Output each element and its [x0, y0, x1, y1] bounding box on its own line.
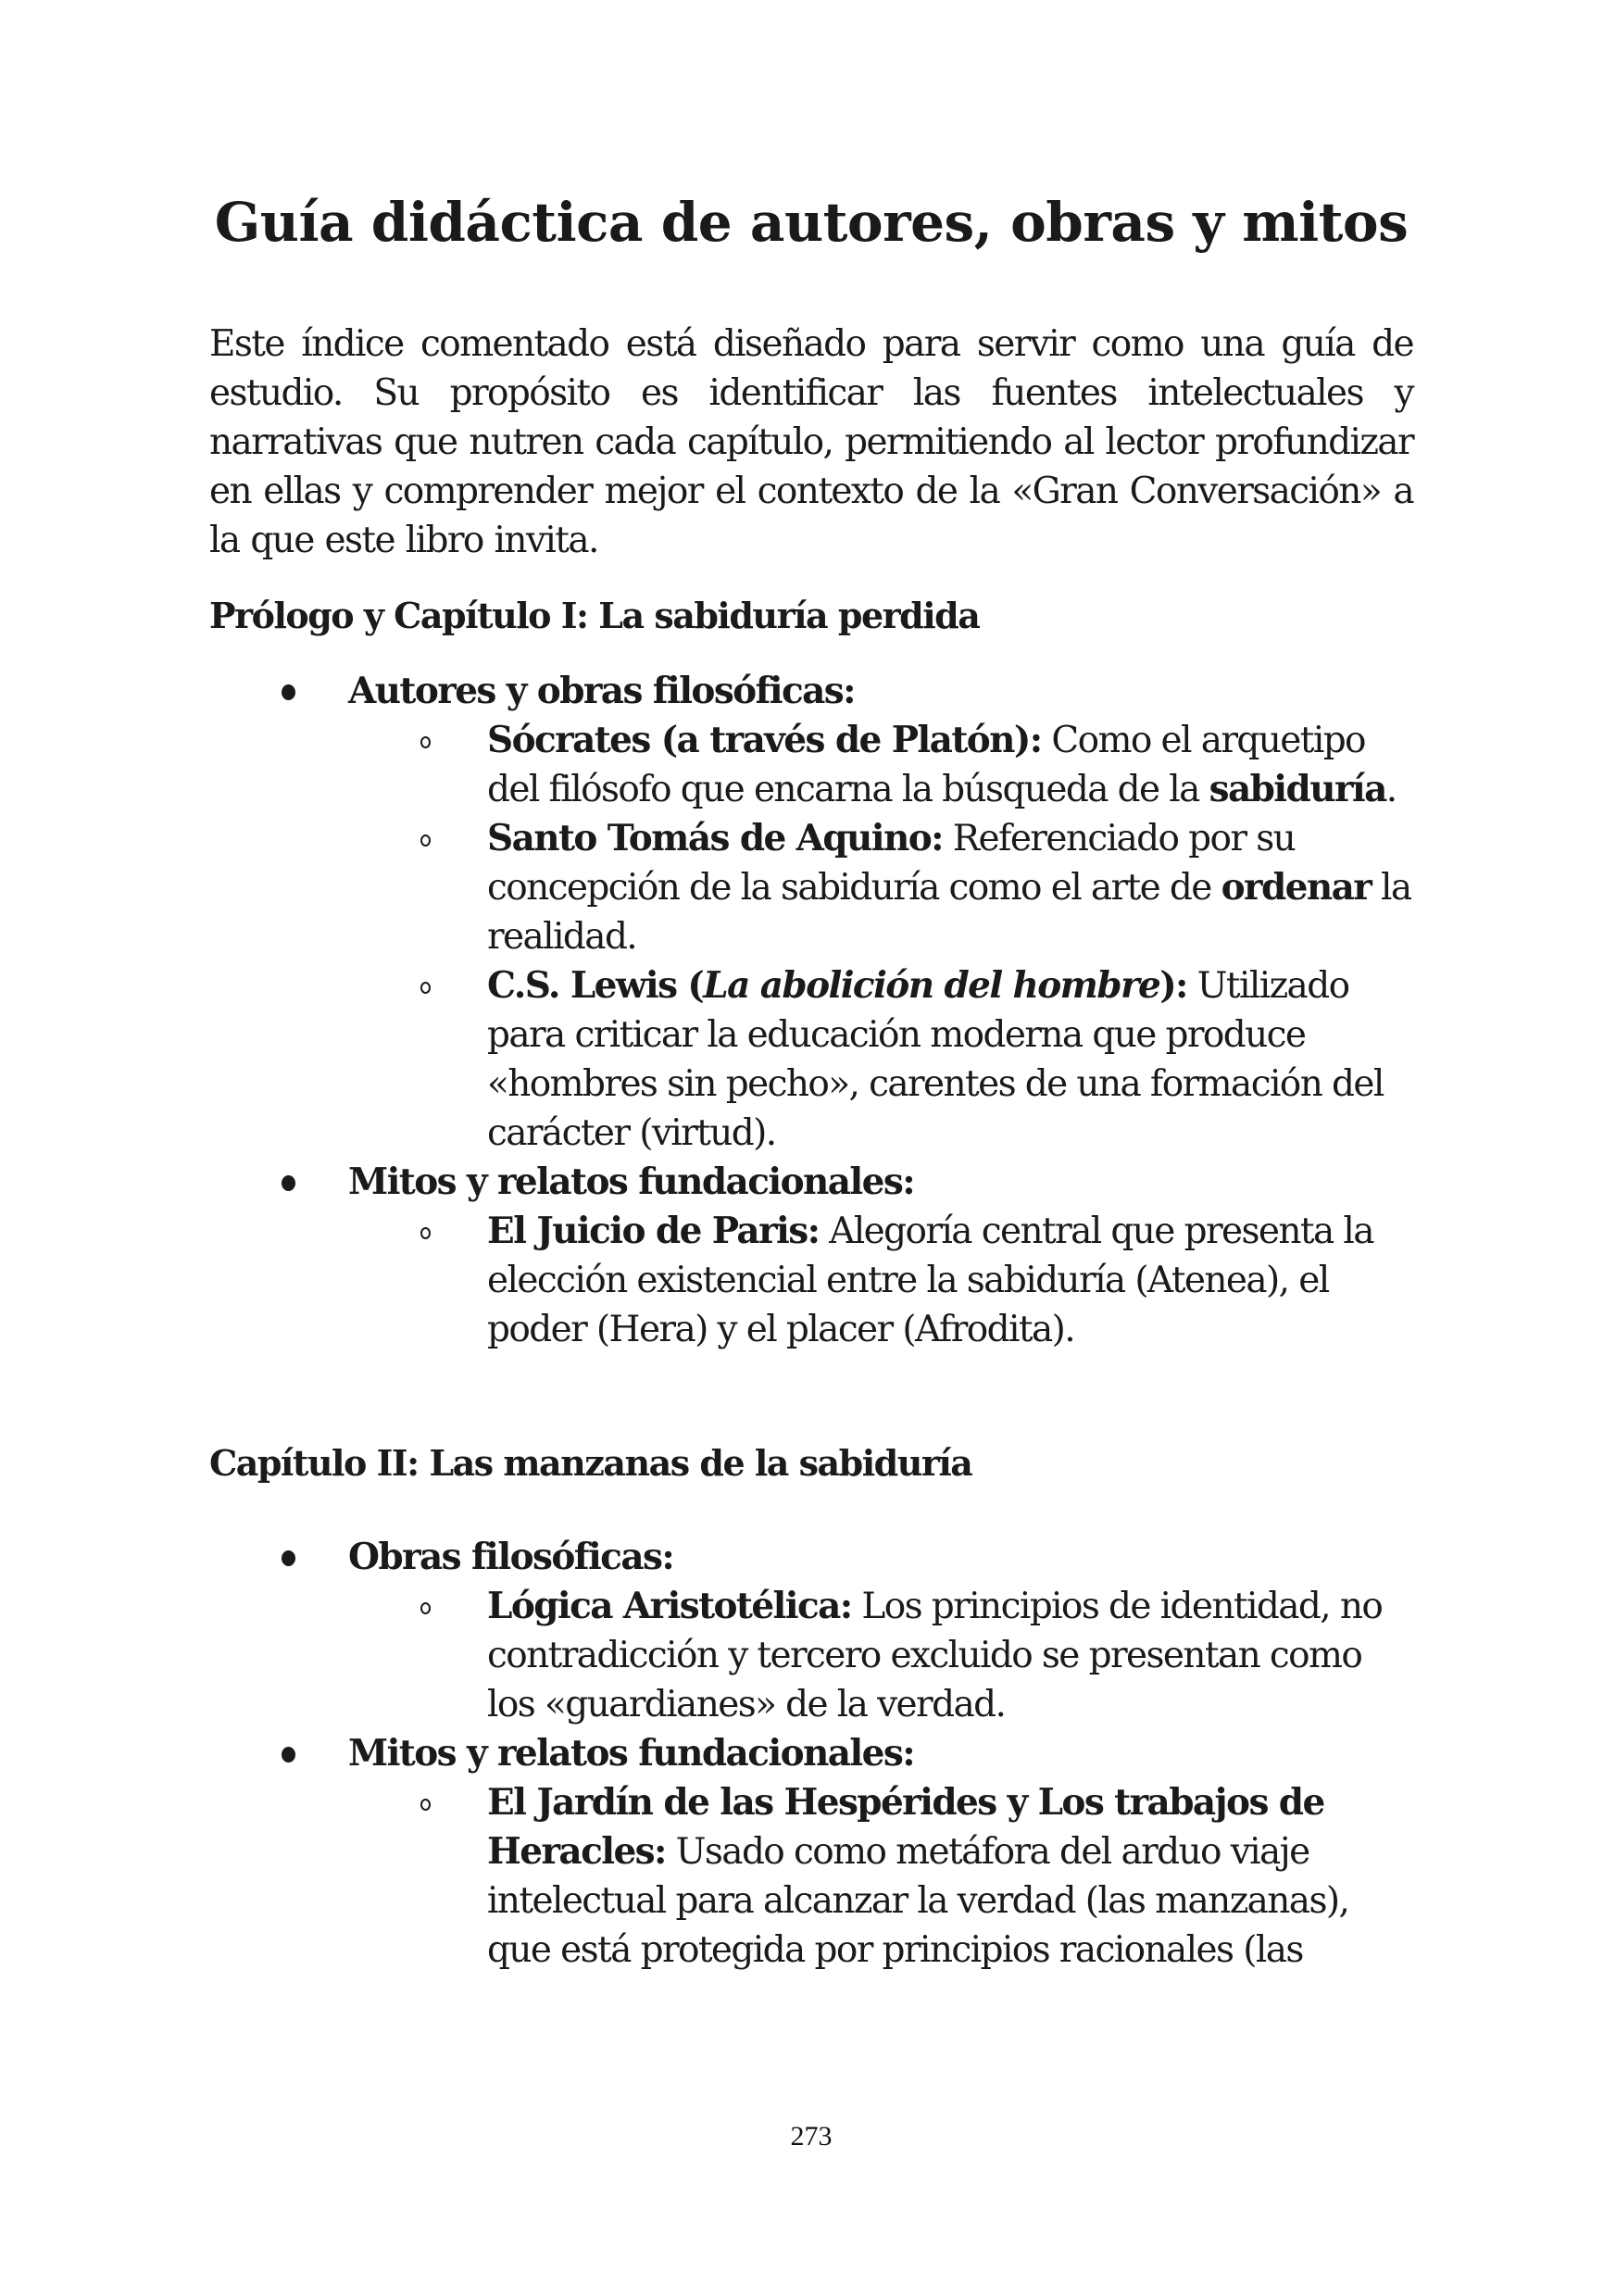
list-item-socrates	[209, 716, 1413, 814]
list-item-cs-lewis	[209, 961, 1413, 1158]
group-label: Obras filosóficas:	[348, 1536, 674, 1578]
bullet-disc-icon	[282, 1175, 295, 1191]
intro-paragraph: Este índice comentado está diseñado para servir como una guía de estudio. Su propósito es identificar las fuentes intelectuales y narrativas que nutren cada capítulo, permitiendo al lector profundizar en ellas y comprender mejor el contexto de la «Gran Conversación» a la que este libro invita.	[209, 323, 1413, 561]
page-title: Guía didáctica de autores, obras y mitos	[214, 191, 1409, 254]
item-text: Como el arquetipo del filósofo que encarna la búsqueda de la	[487, 720, 1365, 810]
bullet-circle-icon	[420, 1602, 431, 1614]
item-term-suffix: ):	[1159, 964, 1187, 1007]
item-text: Usado como metáfora del arduo viaje intelectual para alcanzar la verdad (las manzanas), que está protegida por principios racionales (las	[487, 1831, 1349, 1971]
group-label: Mitos y relatos fundacionales:	[348, 1732, 915, 1775]
bullet-circle-icon	[420, 1799, 431, 1811]
page-number: 273	[790, 2121, 833, 2152]
item-text: Referenciado por su concepción de la sabiduría como el arte de	[487, 818, 1296, 909]
list-item-obras-filosoficas	[209, 1533, 1413, 1582]
list-item-mitos-relatos	[209, 1158, 1413, 1207]
section-heading-capitulo-2: Capítulo II: Las manzanas de la sabiduría	[209, 1442, 972, 1484]
item-text-end: la realidad.	[487, 867, 1411, 958]
list-item-juicio-de-paris	[209, 1207, 1413, 1354]
item-text: Utilizado para criticar la educación moderna que produce «hombres sin pecho», carentes de una formación del carácter (virtud).	[487, 965, 1384, 1154]
bullet-circle-icon	[420, 1227, 431, 1239]
list-item-logica-aristotelica	[209, 1582, 1413, 1729]
item-term: Sócrates (a través de Platón):	[487, 719, 1042, 761]
item-emphasis: sabiduría	[1209, 768, 1386, 810]
list-item-autores-obras	[209, 667, 1413, 716]
section-heading-prologo-capitulo-1: Prólogo y Capítulo I: La sabiduría perdida	[209, 595, 980, 636]
section-1-list	[209, 667, 1413, 1354]
bullet-circle-icon	[420, 982, 431, 994]
bullet-disc-icon	[282, 1550, 295, 1566]
group-label: Mitos y relatos fundacionales:	[348, 1161, 915, 1203]
item-term: Lógica Aristotélica:	[487, 1585, 852, 1627]
list-item-mitos-relatos-2	[209, 1729, 1413, 1778]
item-term: El Jardín de las Hespérides y Los trabajos de Heracles:	[487, 1781, 1324, 1873]
list-item-santo-tomas	[209, 814, 1413, 961]
list-item-jardin-hesperides	[209, 1778, 1413, 1975]
bullet-circle-icon	[420, 736, 431, 748]
section-2-list	[209, 1533, 1413, 1975]
item-term: Santo Tomás de Aquino:	[487, 817, 943, 859]
item-term: El Juicio de Paris:	[487, 1210, 820, 1252]
item-text-end: .	[1385, 769, 1397, 810]
item-term-prefix: C.S. Lewis (	[487, 964, 704, 1007]
bullet-disc-icon	[282, 684, 295, 700]
bullet-circle-icon	[420, 834, 431, 847]
bullet-disc-icon	[282, 1747, 295, 1763]
item-term-work-title: La abolición del hombre	[703, 964, 1160, 1007]
item-emphasis: ordenar	[1221, 866, 1372, 909]
item-text: Los principios de identidad, no contradicción y tercero excluido se presentan como los «guardianes» de la verdad.	[487, 1586, 1383, 1725]
item-text: Alegoría central que presenta la elección existencial entre la sabiduría (Atenea), el poder (Hera) y el placer (Afrodita).	[487, 1211, 1373, 1350]
group-label: Autores y obras filosóficas:	[348, 670, 855, 712]
